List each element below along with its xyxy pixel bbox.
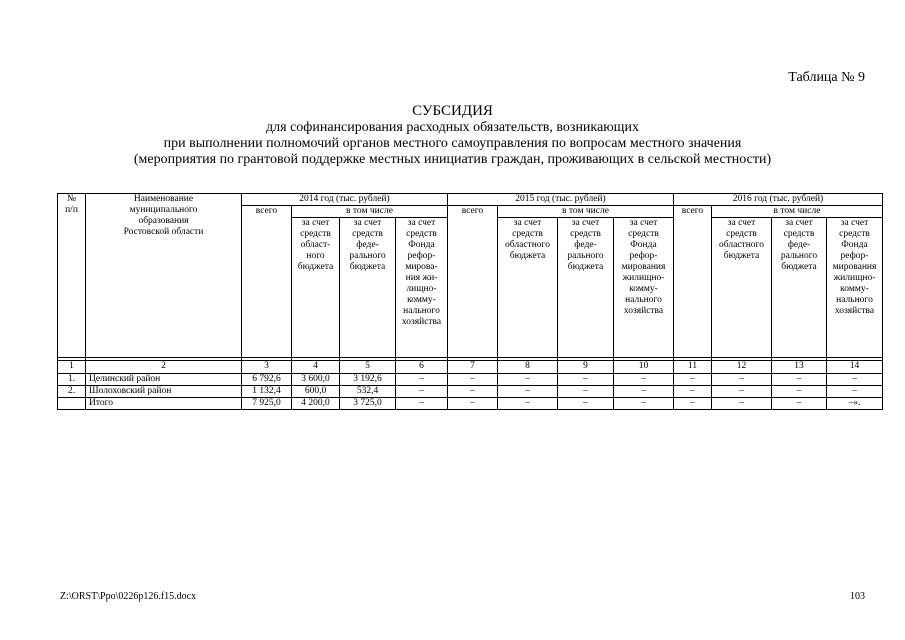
source-header: за счет средств област- ного бюджета bbox=[292, 218, 340, 358]
value-cell: 3 192,6 bbox=[340, 374, 396, 386]
incl-2015-header: в том числе bbox=[498, 206, 674, 218]
title-main: СУБСИДИЯ bbox=[412, 103, 493, 119]
footer-page-number: 103 bbox=[850, 591, 865, 602]
title-line-2: при выполнении полномочий органов местного самоуправления по вопросам местного значения bbox=[163, 136, 742, 151]
column-index: 14 bbox=[827, 361, 883, 374]
column-index: 3 bbox=[242, 361, 292, 374]
value-cell: – bbox=[674, 374, 712, 386]
municipality-name: Целинский район bbox=[86, 374, 242, 386]
value-cell: – bbox=[498, 374, 558, 386]
value-cell: 600,0 bbox=[292, 386, 340, 398]
source-header: за счет средств областного бюджета bbox=[712, 218, 772, 358]
value-cell: 6 792,6 bbox=[242, 374, 292, 386]
table-row-total bbox=[58, 398, 883, 410]
value-cell: 7 925,0 bbox=[242, 398, 292, 410]
document-title bbox=[0, 103, 905, 168]
source-header: за счет средств феде- рального бюджета bbox=[340, 218, 396, 358]
column-index: 13 bbox=[772, 361, 827, 374]
value-cell: – bbox=[448, 374, 498, 386]
source-header: за счет средств Фонда рефор- мирования жилищно- комму- нального хозяйства bbox=[827, 218, 883, 358]
total-2016-header: всего bbox=[674, 206, 712, 358]
value-cell: – bbox=[712, 374, 772, 386]
col-name-header: Наименование муниципального образования Ростовской области bbox=[86, 194, 242, 358]
value-cell: – bbox=[712, 386, 772, 398]
col-no-header: № п/п bbox=[58, 194, 86, 358]
column-index: 11 bbox=[674, 361, 712, 374]
header-row-years bbox=[58, 194, 883, 206]
value-cell: – bbox=[772, 398, 827, 410]
column-index: 2 bbox=[86, 361, 242, 374]
value-cell: – bbox=[498, 398, 558, 410]
incl-2014-header: в том числе bbox=[292, 206, 448, 218]
table-row-tselinsky bbox=[58, 374, 883, 386]
subsidy-table bbox=[57, 193, 883, 410]
column-index: 8 bbox=[498, 361, 558, 374]
source-header: за счет средств феде- рального бюджета bbox=[558, 218, 614, 358]
column-index-row bbox=[58, 361, 883, 374]
value-cell: – bbox=[614, 386, 674, 398]
column-index: 9 bbox=[558, 361, 614, 374]
value-cell: –». bbox=[827, 398, 883, 410]
value-cell: 1 132,4 bbox=[242, 386, 292, 398]
title-line-3: (мероприятия по грантовой поддержке местных инициатив граждан, проживающих в сельской местности) bbox=[133, 152, 772, 167]
total-2014-header: всего bbox=[242, 206, 292, 358]
column-index: 5 bbox=[340, 361, 396, 374]
table-number-label: Таблица № 9 bbox=[788, 70, 865, 85]
value-cell: – bbox=[448, 398, 498, 410]
value-cell: – bbox=[558, 386, 614, 398]
value-cell: – bbox=[827, 374, 883, 386]
source-header: за счет средств областного бюджета bbox=[498, 218, 558, 358]
row-number: 1. bbox=[58, 374, 86, 386]
column-index: 1 bbox=[58, 361, 86, 374]
value-cell: – bbox=[772, 374, 827, 386]
value-cell: 3 725,0 bbox=[340, 398, 396, 410]
title-line-1: для софинансирования расходных обязательств, возникающих bbox=[266, 120, 639, 135]
row-number bbox=[58, 398, 86, 410]
value-cell: – bbox=[712, 398, 772, 410]
value-cell: 532,4 bbox=[340, 386, 396, 398]
column-index: 12 bbox=[712, 361, 772, 374]
value-cell: 4 200,0 bbox=[292, 398, 340, 410]
incl-2016-header: в том числе bbox=[712, 206, 883, 218]
value-cell: 3 600,0 bbox=[292, 374, 340, 386]
year-2015-header: 2015 год (тыс. рублей) bbox=[448, 194, 674, 206]
value-cell: – bbox=[396, 398, 448, 410]
total-label: Итого bbox=[86, 398, 242, 410]
value-cell: – bbox=[396, 386, 448, 398]
source-header: за счет средств Фонда рефор- мирова- ния жи- лищно- комму- нального хозяйства bbox=[396, 218, 448, 358]
column-index: 4 bbox=[292, 361, 340, 374]
value-cell: – bbox=[614, 374, 674, 386]
total-2015-header: всего bbox=[448, 206, 498, 358]
value-cell: – bbox=[674, 386, 712, 398]
column-index: 7 bbox=[448, 361, 498, 374]
value-cell: – bbox=[558, 374, 614, 386]
table-row-sholokhovsky bbox=[58, 386, 883, 398]
value-cell: – bbox=[448, 386, 498, 398]
value-cell: – bbox=[614, 398, 674, 410]
year-2014-header: 2014 год (тыс. рублей) bbox=[242, 194, 448, 206]
value-cell: – bbox=[674, 398, 712, 410]
column-index: 10 bbox=[614, 361, 674, 374]
year-2016-header: 2016 год (тыс. рублей) bbox=[674, 194, 883, 206]
value-cell: – bbox=[498, 386, 558, 398]
row-number: 2. bbox=[58, 386, 86, 398]
value-cell: – bbox=[827, 386, 883, 398]
footer-file-path: Z:\ORST\Ppo\0226p126.f15.docx bbox=[60, 591, 197, 602]
value-cell: – bbox=[772, 386, 827, 398]
source-header: за счет средств Фонда рефор- мирования жилищно- комму- нального хозяйства bbox=[614, 218, 674, 358]
source-header: за счет средств феде- рального бюджета bbox=[772, 218, 827, 358]
value-cell: – bbox=[558, 398, 614, 410]
column-index: 6 bbox=[396, 361, 448, 374]
municipality-name: Шолоховский район bbox=[86, 386, 242, 398]
value-cell: – bbox=[396, 374, 448, 386]
